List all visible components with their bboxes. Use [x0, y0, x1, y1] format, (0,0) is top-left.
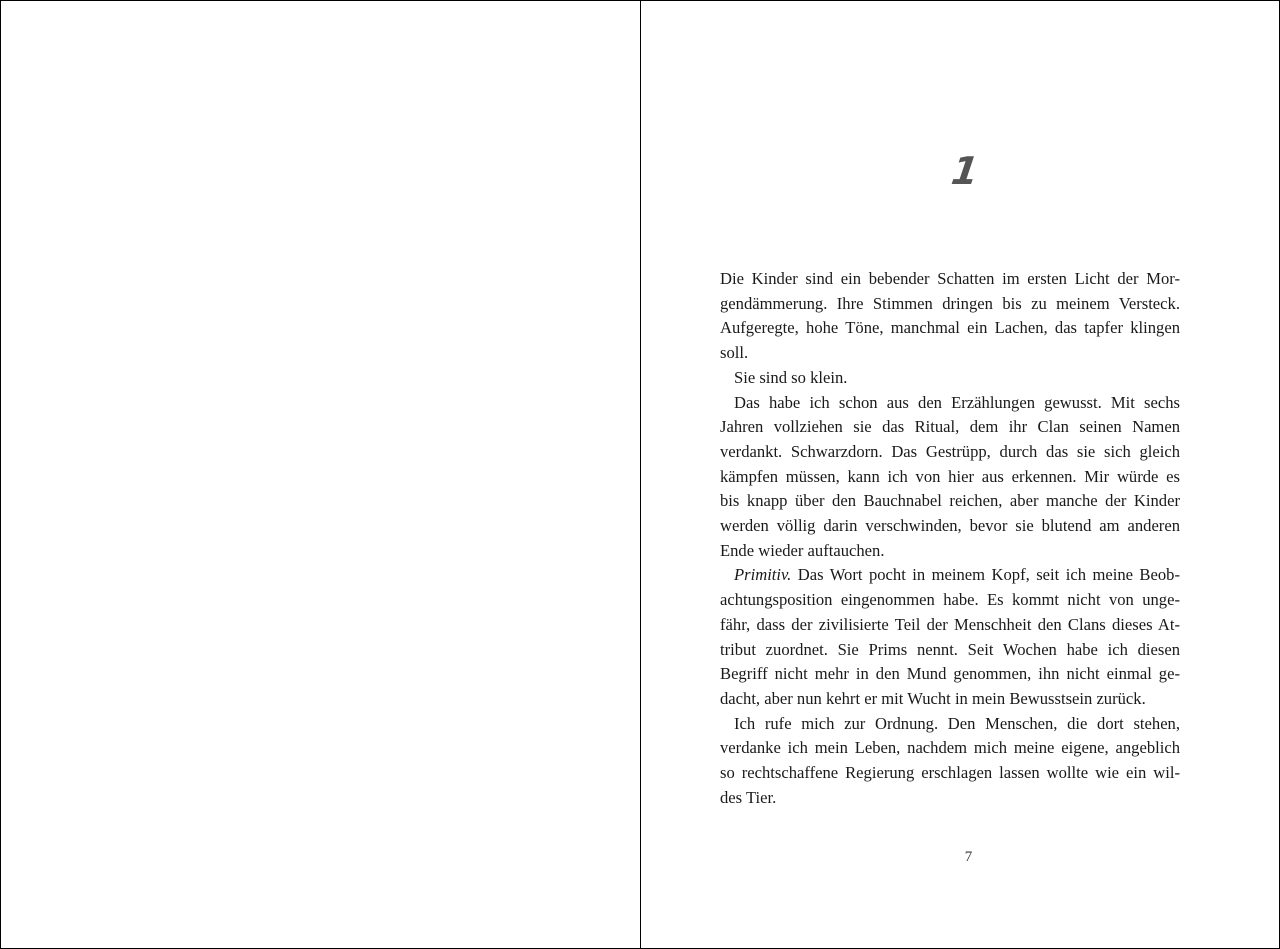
paragraph-4 [720, 563, 1180, 711]
text-line: Ich rufe mich zur Ordnung. Den Menschen, die dort stehen, [734, 713, 1180, 733]
text-line: Sie sind so klein. [734, 367, 848, 387]
text-line: Die Kinder sind ein bebender Schatten im ersten Licht der Mor- [720, 269, 1180, 288]
paragraph-5 [720, 712, 1180, 811]
text-line: soll. [720, 343, 749, 363]
italic-lead-word: Primitiv. [734, 565, 792, 585]
text-line: verdanke ich mein Leben, nachdem mich meine eigene, angeblich [720, 738, 1180, 758]
text-line: tribut zuordnet. Sie Prims nennt. Seit Wochen habe ich diesen [720, 639, 1180, 659]
text-line: dacht, aber nun kehrt er mit Wucht in mein Bewusstsein zurück. [720, 688, 1146, 708]
paragraph-1 [720, 267, 1180, 366]
chapter-number: 1 [948, 149, 982, 193]
text-line: Das habe ich schon aus den Erzählungen gewusst. Mit sechs [734, 392, 1180, 412]
text-line: bis knapp über den Bauchnabel reichen, aber manche der Kinder [720, 491, 1180, 511]
text-line: des Tier. [720, 787, 777, 807]
right-page [641, 1, 1279, 948]
text-line: gendämmerung. Ihre Stimmen dringen bis zu meinem Versteck. [720, 293, 1180, 313]
text-line: Ende wieder auftauchen. [720, 540, 885, 560]
text-line-rest: Das Wort pocht in meinem Kopf, seit ich meine Beob- [791, 565, 1180, 585]
chapter-text [720, 267, 1180, 810]
text-line: so rechtschaffene Regierung erschlagen lassen wollte wie ein wil- [720, 763, 1180, 783]
text-line: achtungsposition eingenommen habe. Es kommt nicht von unge- [720, 590, 1180, 610]
text-line: Aufgeregte, hohe Töne, manchmal ein Lachen, das tapfer klingen [720, 318, 1180, 338]
left-page-blank [1, 1, 641, 948]
page-number: 7 [964, 849, 973, 865]
text-line: Begriff nicht mehr in den Mund genommen, ihn nicht einmal ge- [720, 664, 1180, 684]
text-line: werden völlig darin verschwinden, bevor sie blutend am anderen [720, 516, 1180, 536]
text-line: kämpfen müssen, kann ich von hier aus erkennen. Mir würde es [720, 466, 1180, 486]
text-line: fähr, dass der zivilisierte Teil der Menschheit den Clans dieses At- [720, 614, 1180, 634]
paragraph-2 [720, 366, 1180, 391]
text-line [720, 563, 1180, 588]
text-line: Jahren vollziehen sie das Ritual, dem ihr Clan seinen Namen [720, 417, 1180, 437]
paragraph-3 [720, 391, 1180, 564]
text-line: verdankt. Schwarzdorn. Das Gestrüpp, durch das sie sich gleich [720, 441, 1180, 461]
